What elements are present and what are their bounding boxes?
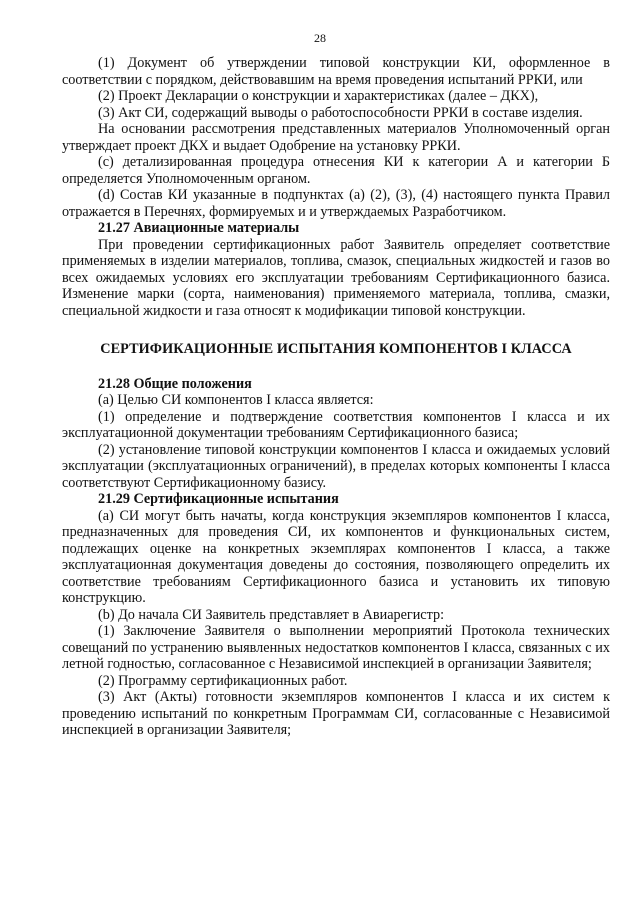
paragraph: При проведении сертификационных работ Заявитель определяет соответствие применяемых в изделии материалов, топлива, смазок, специальных жидкостей и газов во всех ожидаемых условиях его эксплуатации требованиям Сертификационного базиса. Изменение марки (сорта, наименования) применяемого материала, топлива, смазки, специальной жидкости и газа относят к модификации типовой конструкции. <box>62 236 610 319</box>
subsection-heading-21-28: 21.28 Общие положения <box>98 375 252 392</box>
paragraph: (3) Акт (Акты) готовности экземпляров компонентов I класса и их систем к проведению испытаний по конкретным Программам СИ, согласованные с Независимой инспекцией в организации Заявителя; <box>62 689 610 738</box>
paragraph: (b) До начала СИ Заявитель представляет в Авиарегистр: <box>98 606 445 623</box>
paragraph: (1) определение и подтверждение соответствия компонентов I класса и их эксплуатационной документации требованиям Сертификационного базиса; <box>62 408 610 441</box>
paragraph: (1) Документ об утверждении типовой конструкции КИ, оформленное в соответствии с порядком, действовавшим на время проведения испытаний РРКИ, или <box>62 55 610 88</box>
paragraph: (с) детализированная процедура отнесения КИ к категории А и категории Б определяется Уполномоченным органом. <box>62 154 610 187</box>
paragraph: (2) Программу сертификационных работ. <box>98 672 348 689</box>
paragraph: (а) Целью СИ компонентов I класса является: <box>98 392 374 408</box>
subsection-heading-21-29: 21.29 Сертификационные испытания <box>98 491 339 507</box>
section-title: СЕРТИФИКАЦИОННЫЕ ИСПЫТАНИЯ КОМПОНЕНТОВ I КЛАССА <box>100 341 572 357</box>
paragraph: (3) Акт СИ, содержащий выводы о работоспособности РРКИ в составе изделия. <box>98 104 583 121</box>
paragraph: (а) СИ могут быть начаты, когда конструкция экземпляров компонентов I класса, предназначенных для проведения СИ, их компонентов и функциональных систем, подлежащих оценке на конкретных экземплярах компонентов I класса, а также эксплуатационная документация доведены до состояния, позволяющего определить их соответствие требованиям Сертификационного базиса и установить их типовую конструкцию. <box>62 507 610 606</box>
paragraph: (1) Заключение Заявителя о выполнении мероприятий Протокола технических совещаний по устранению выявленных недостатков компонентов I класса, связанных с их летной годностью, согласованное с Независимой инспекцией в организации Заявителя; <box>62 623 610 672</box>
page-number: 28 <box>314 31 326 45</box>
document-body <box>62 55 610 739</box>
paragraph: (2) установление типовой конструкции компонентов I класса и ожидаемых условий эксплуатации (эксплуатационных ограничений), в пределах которых компоненты I класса соответствуют Сертификационному базису. <box>62 441 610 491</box>
paragraph: (2) Проект Декларации о конструкции и характеристиках (далее – ДКХ), <box>98 88 539 104</box>
paragraph: На основании рассмотрения представленных материалов Уполномоченный орган утверждает проект ДКХ и выдает Одобрение на установку РРКИ. <box>62 121 610 154</box>
subsection-heading-21-27: 21.27 Авиационные материалы <box>98 220 300 236</box>
paragraph: (d) Состав КИ указанные в подпунктах (а) (2), (3), (4) настоящего пункта Правил отражается в Перечнях, формируемых и и утверждаемых Разработчиком. <box>62 187 610 220</box>
